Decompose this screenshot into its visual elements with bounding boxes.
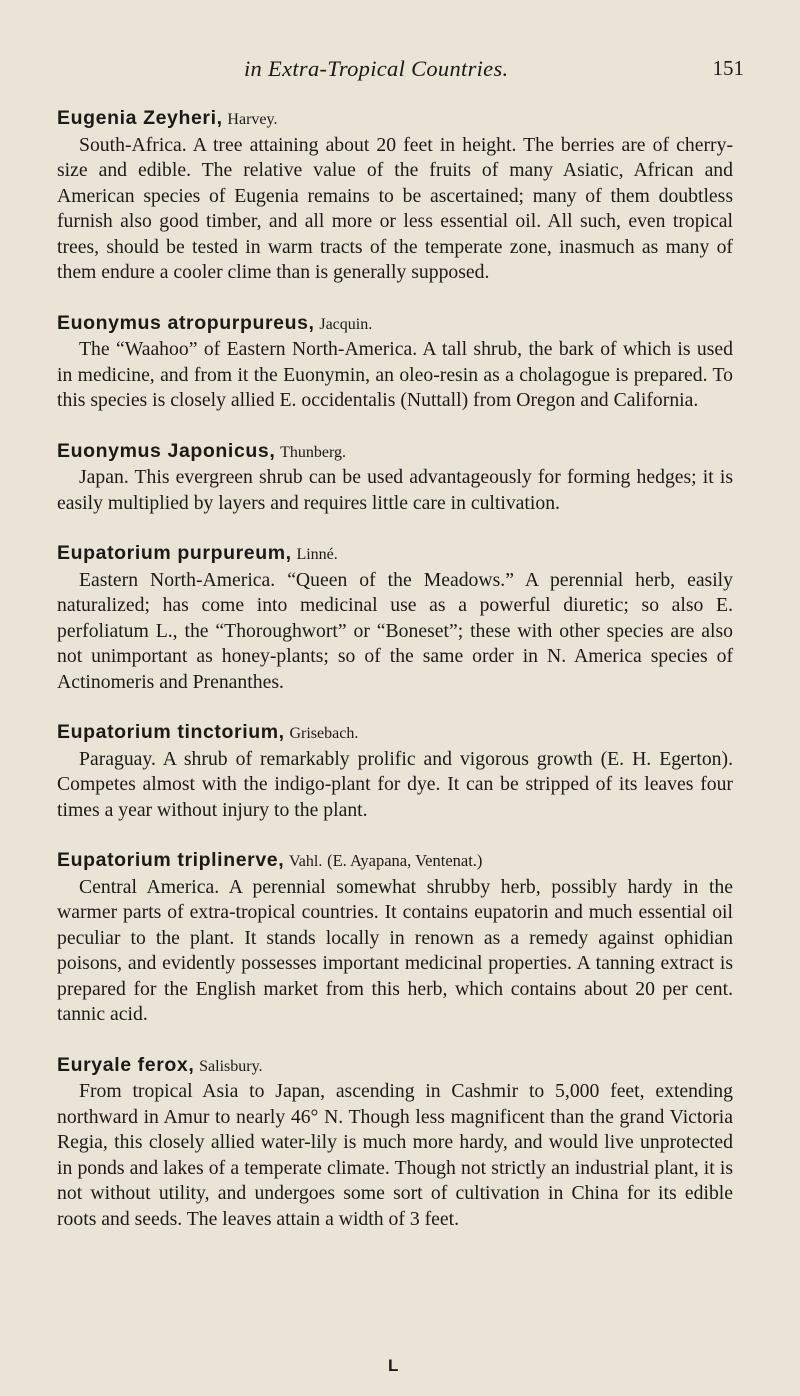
entry-description: Paraguay. A shrub of remarkably prolific and vigorous growth (E. H. Egerton). Competes almost with the indigo-plant for dye. It can be stripped of its leaves four times a year without injury to the plant.: [57, 747, 733, 821]
entry-heading: [57, 541, 733, 568]
species-authority: Linné.: [296, 546, 338, 563]
entry-euonymus-japonicus: [57, 439, 733, 517]
entry-heading: [57, 311, 733, 338]
entry-description: Japan. This evergreen shrub can be used advantageously for forming hedges; it is easily multiplied by layers and requires little care in cultivation.: [57, 466, 733, 514]
entries-column: [57, 106, 733, 1257]
entry-heading: [57, 106, 733, 133]
entry-eupatorium-triplinerve: [57, 848, 733, 1028]
entry-heading: [57, 720, 733, 747]
entry-heading: [57, 439, 733, 466]
entry-description: Eastern North-America. “Queen of the Meadows.” A perennial herb, easily naturalized; has come into medicinal use as a powerful diuretic; so also E. perfoliatum L., the “Thoroughwort” or “Boneset”; these with other species are also not unimportant as honey-plants; so of the same order in N. America species of Actinomeris and Prenanthes.: [57, 568, 733, 693]
entry-heading: [57, 848, 733, 875]
entry-description: Central America. A perennial somewhat shrubby herb, possibly hardy in the warmer parts of extra-tropical countries. It contains eupatorin and much essential oil peculiar to the plant. It stands locally in renown as a remedy against ophidian poisons, and evidently possesses important medicinal properties. A tanning extract is prepared for the English market from this herb, which contains about 20 per cent. tannic acid.: [57, 875, 733, 1025]
entry-description: The “Waahoo” of Eastern North-America. A tall shrub, the bark of which is used in medicine, and from it the Euonymin, an oleo-resin as a cholagogue is prepared. To this species is closely allied E. occidentalis (Nuttall) from Oregon and California.: [57, 338, 733, 411]
entry-euryale-ferox: [57, 1053, 733, 1233]
species-name: Euryale ferox,: [57, 1053, 195, 1076]
species-authority: Salisbury.: [199, 1057, 263, 1075]
species-name: Eupatorium purpureum,: [57, 542, 292, 564]
entry-eupatorium-tinctorium: [57, 720, 733, 823]
entry-heading: [57, 1053, 733, 1080]
species-name: Euonymus atropurpureus,: [57, 311, 315, 334]
species-authority: Vahl.: [289, 853, 323, 870]
entry-euonymus-atropurpureus: [57, 311, 733, 414]
species-authority: Thunberg.: [280, 443, 347, 461]
entry-eupatorium-purpureum: [57, 541, 733, 695]
signature-mark: L: [388, 1356, 399, 1375]
running-title: in Extra-Tropical Countries.: [244, 56, 509, 81]
species-name: Euonymus Japonicus,: [57, 439, 276, 462]
entry-description: South-Africa. A tree attaining about 20 feet in height. The berries are of cherry-size and edible. The relative value of the fruits of many Asiatic, African and American species of Eugenia remains to be ascertained; many of them doubtless furnish also good timber, and all more or less essential oil. All such, even tropical trees, should be tested in warm tracts of the temperate zone, inasmuch as many of them endure a cooler clime than is generally supposed.: [57, 133, 733, 283]
species-synonym: (E. Ayapana, Ventenat.): [327, 851, 483, 870]
species-name: Eupatorium tinctorium,: [57, 721, 285, 743]
species-name: Eugenia Zeyheri,: [57, 107, 223, 129]
species-name: Eupatorium triplinerve,: [57, 849, 285, 871]
species-authority: Grisebach.: [289, 725, 359, 742]
running-head: [0, 56, 800, 86]
entry-description: From tropical Asia to Japan, ascending in Cashmir to 5,000 feet, extending northward in Amur to nearly 46° N. Though less magnificent than the grand Victoria Regia, this closely allied water-lily is much more hardy, and would live unprotected in ponds and lakes of a temperate climate. Though not strictly an industrial plant, it is not without utility, and undergoes some sort of cultivation in China for its edible roots and seeds. The leaves attain a width of 3 feet.: [57, 1080, 733, 1230]
page-number: 151: [712, 56, 744, 80]
entry-eugenia-zeyheri: [57, 106, 733, 286]
species-authority: Jacquin.: [319, 315, 373, 333]
species-authority: Harvey.: [227, 111, 278, 128]
